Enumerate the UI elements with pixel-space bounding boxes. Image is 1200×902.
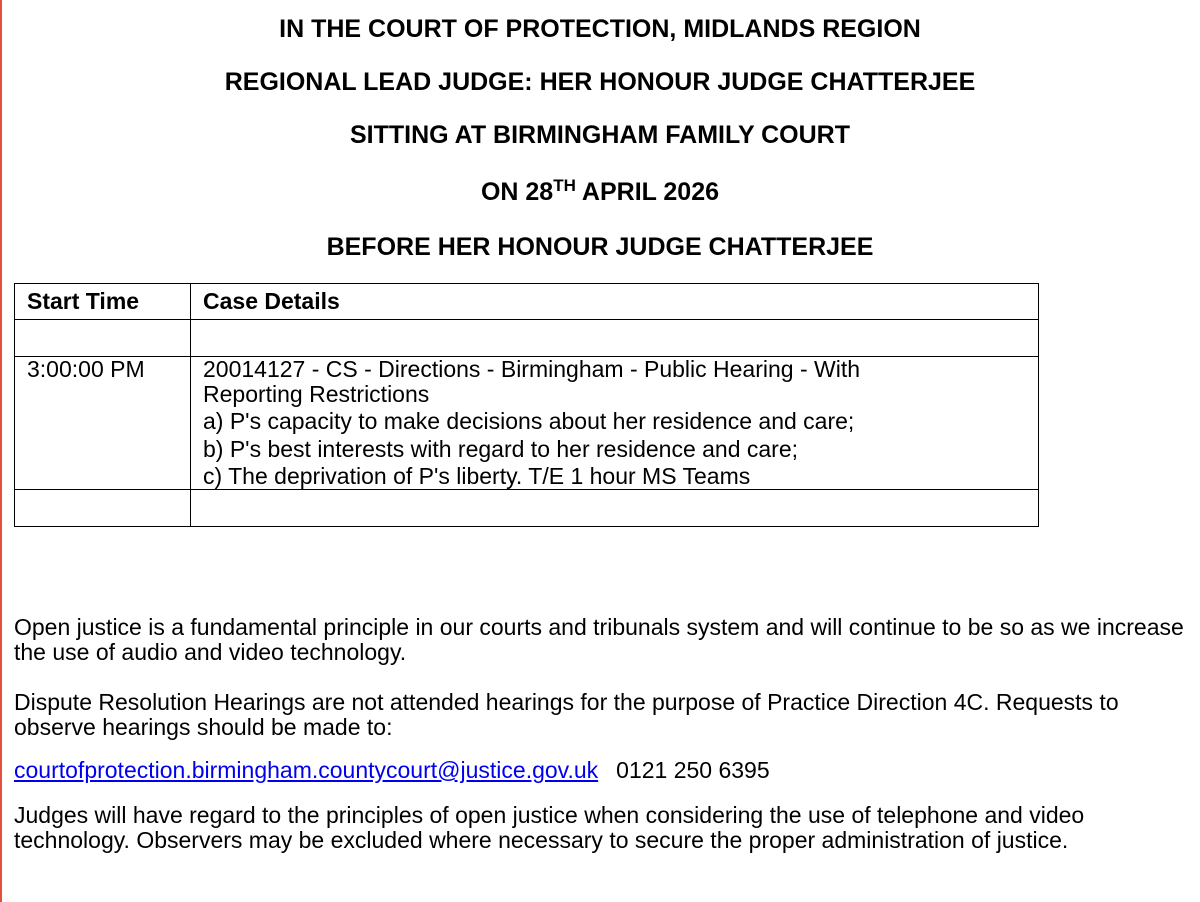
contact-line bbox=[14, 758, 770, 783]
case-details-cell bbox=[191, 320, 1039, 357]
hearing-date-suffix: APRIL 2026 bbox=[575, 178, 720, 206]
case-title: 20014127 - CS - Directions - Birmingham - Public Hearing - With bbox=[203, 356, 861, 382]
contact-phone: 0121 250 6395 bbox=[616, 757, 770, 783]
case-issue-item: b) P's best interests with regard to her residence and care; bbox=[203, 435, 799, 462]
case-details-cell bbox=[191, 489, 1039, 526]
before-judge-heading: BEFORE HER HONOUR JUDGE CHATTERJEE bbox=[326, 233, 874, 261]
case-details-cell bbox=[191, 357, 1039, 490]
table-row bbox=[15, 320, 1039, 357]
case-issue-item: c) The deprivation of P's liberty. T/E 1 hour MS Teams bbox=[203, 463, 751, 489]
start-time-cell: 3:00:00 PM bbox=[15, 357, 191, 490]
dispute-resolution-paragraph: Dispute Resolution Hearings are not attended hearings for the purpose of Practice Direction 4C. Requests to observe hearings should be made to: bbox=[14, 689, 1119, 740]
contact-email-link[interactable]: courtofprotection.birmingham.countycourt@justice.gov.uk bbox=[14, 757, 599, 783]
hearing-date-prefix: ON 28 bbox=[480, 178, 554, 206]
hearing-schedule-table bbox=[14, 283, 1039, 527]
table-header-row bbox=[15, 284, 1039, 320]
hearing-date-heading bbox=[0, 177, 1200, 207]
lead-judge-heading: REGIONAL LEAD JUDGE: HER HONOUR JUDGE CHATTERJEE bbox=[224, 68, 976, 96]
hearing-date-ordinal: TH bbox=[553, 176, 576, 195]
column-header-case-details: Case Details bbox=[191, 284, 1039, 320]
judges-regard-paragraph: Judges will have regard to the principles of open justice when considering the use of telephone and video technology. Observers may be excluded where necessary to secure the proper administration of justice. bbox=[14, 802, 1085, 853]
case-title-continued: Reporting Restrictions bbox=[203, 380, 430, 407]
open-justice-paragraph: Open justice is a fundamental principle in our courts and tribunals system and will continue to be so as we increase the use of audio and video technology. bbox=[14, 614, 1184, 665]
table-row bbox=[15, 357, 1039, 490]
court-heading: IN THE COURT OF PROTECTION, MIDLANDS REGION bbox=[279, 15, 921, 43]
sitting-heading: SITTING AT BIRMINGHAM FAMILY COURT bbox=[350, 121, 850, 149]
start-time-cell bbox=[15, 489, 191, 526]
case-issue-item: a) P's capacity to make decisions about her residence and care; bbox=[203, 408, 855, 434]
table-row bbox=[15, 489, 1039, 526]
column-header-start-time: Start Time bbox=[15, 284, 191, 320]
start-time-cell bbox=[15, 320, 191, 357]
